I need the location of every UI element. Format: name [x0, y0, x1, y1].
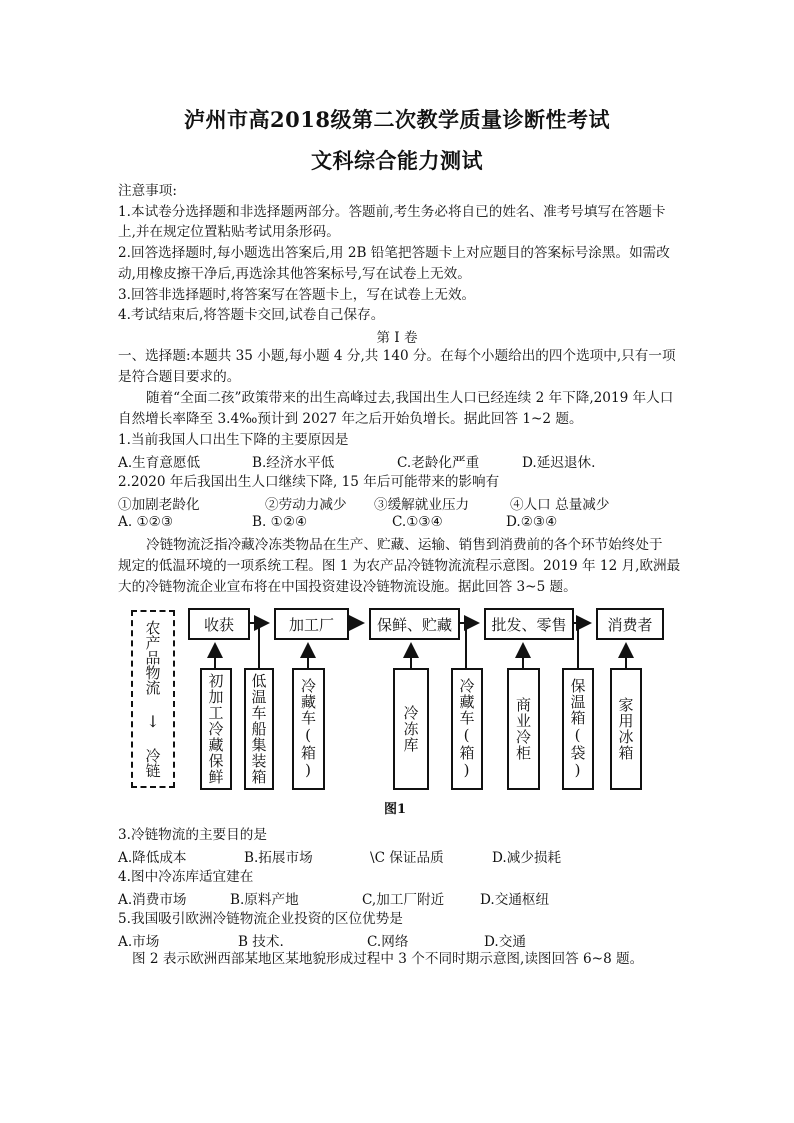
item-home-fridge: 家用冰箱	[610, 668, 642, 790]
section-instructions: 是符合题目要求的。	[118, 369, 241, 385]
exam-title: 泸州市高2018级第二次教学质量诊断性考试	[184, 107, 610, 132]
option-a: A.消费市场	[118, 892, 187, 908]
passage-text: 自然增长率降至 3.4‰预计到 2027 年之后开始负增长。据此回答 1~2 题。	[118, 411, 583, 427]
option-c: C.网络	[367, 934, 409, 950]
item-commercial-freezer: 商业冷柜	[507, 668, 540, 790]
item-cold-storage: 冷冻库	[393, 668, 429, 790]
option-c: C,加工厂附近	[362, 892, 445, 908]
stage-factory: 加工厂	[274, 608, 349, 640]
item-initial-processing: 初加工冷藏保鲜	[200, 668, 232, 790]
figure-caption: 图1	[384, 802, 407, 817]
passage-text: 冷链物流泛指冷藏冷冻类物品在生产、贮藏、运输、销售到消费前的各个环节始终处于	[146, 537, 663, 553]
option-b: B.拓展市场	[244, 850, 313, 866]
statement-2: ②劳动力减少	[265, 497, 347, 513]
passage-text: 随着“全面二孩”政策带来的出生高峰过去,我国出生人口已经连续 2 年下降,2019 年人口	[146, 390, 674, 406]
notice-line: 3.回答非选择题时,将答案写在答题卡上，写在试卷上无效。	[118, 287, 476, 303]
side-label-box	[131, 610, 175, 788]
question-stem: 5.我国吸引欧洲冷链物流企业投资的区位优势是	[118, 911, 403, 927]
option-b: B 技术.	[238, 934, 284, 950]
passage-text: 规定的低温环境的一项系统工程。图 1 为农产品冷链物流流程示意图。2019 年 12 月,欧洲最	[118, 558, 681, 574]
notice-heading: 注意事项:	[118, 183, 177, 199]
notice-line: 2.回答选择题时,每小题选出答案后,用 2B 铅笔把答题卡上对应题目的答案标号涂黑。如需改	[118, 245, 670, 261]
option-c: C.老龄化严重	[397, 455, 480, 471]
option-b: B.原料产地	[230, 892, 299, 908]
passage-text: 大的冷链物流企业宣布将在中国投资建设冷链物流设施。据此回答 3~5 题。	[118, 579, 577, 595]
question-stem: 1.当前我国人口出生下降的主要原因是	[118, 432, 349, 448]
option-c: \C 保证品质	[370, 850, 444, 866]
stage-storage: 保鲜、贮藏	[369, 608, 460, 640]
exam-subtitle: 文科综合能力测试	[311, 148, 483, 173]
volume-label: 第 I 卷	[376, 330, 418, 346]
option-a: A.市场	[118, 934, 160, 950]
item-insulated-box: 保温箱(袋)	[562, 668, 594, 790]
notice-line: 4.考试结束后,将答题卡交回,试卷自己保存。	[118, 307, 385, 323]
section-instructions: 一、选择题:本题共 35 小题,每小题 4 分,共 140 分。在每个小题给出的四个选项中,只有一项	[118, 348, 676, 364]
question-stem: 3.冷链物流的主要目的是	[118, 827, 267, 843]
stage-wholesale-retail: 批发、零售	[484, 608, 574, 640]
question-stem: 4.图中冷冻库适宜建在	[118, 869, 254, 885]
passage-text: 图 2 表示欧洲西部某地区某地貌形成过程中 3 个不同时期示意图,读图回答 6~8 题。	[132, 951, 644, 967]
notice-line: 动,用橡皮擦干净后,再选涂其他答案标号,写在试卷上无效。	[118, 266, 471, 282]
statement-1: ①加剧老龄化	[118, 497, 200, 513]
notice-line: 1.本试卷分选择题和非选择题两部分。答题前,考生务必将自已的姓名、准考号填写在答题卡	[118, 204, 666, 220]
option-d: D.减少损耗	[492, 850, 562, 866]
side-label-top: 农产品物流	[143, 620, 162, 695]
option-d: D.②③④	[506, 514, 558, 530]
option-c: C.①③④	[392, 514, 443, 530]
question-stem: 2.2020 年后我国出生人口继续下降, 15 年后可能带来的影响有	[118, 474, 500, 490]
down-arrow-icon: ↓	[146, 712, 160, 731]
option-b: B. ①②④	[252, 514, 308, 530]
option-b: B.经济水平低	[252, 455, 335, 471]
side-label-bottom: 冷链	[143, 748, 162, 778]
statement-3: ③缓解就业压力	[374, 497, 470, 513]
option-a: A.降低成本	[118, 850, 187, 866]
cold-chain-diagram	[118, 600, 678, 815]
notice-line: 上,并在规定位置粘贴考试用条形码。	[118, 224, 340, 240]
option-a: A.生育意愿低	[118, 455, 201, 471]
item-refrigerated-truck: 冷藏车(箱)	[292, 668, 325, 790]
statement-4: ④人口 总量减少	[510, 497, 610, 513]
item-refrigerated-truck-2: 冷藏车(箱)	[451, 668, 483, 790]
option-a: A. ①②③	[118, 514, 174, 530]
option-d: D.交通	[484, 934, 526, 950]
option-d: D.延迟退休.	[522, 455, 596, 471]
item-refrigerated-transport: 低温车船集装箱	[244, 668, 274, 790]
stage-harvest: 收获	[188, 608, 250, 640]
stage-consumer: 消费者	[596, 608, 664, 640]
option-d: D.交通枢纽	[480, 892, 550, 908]
